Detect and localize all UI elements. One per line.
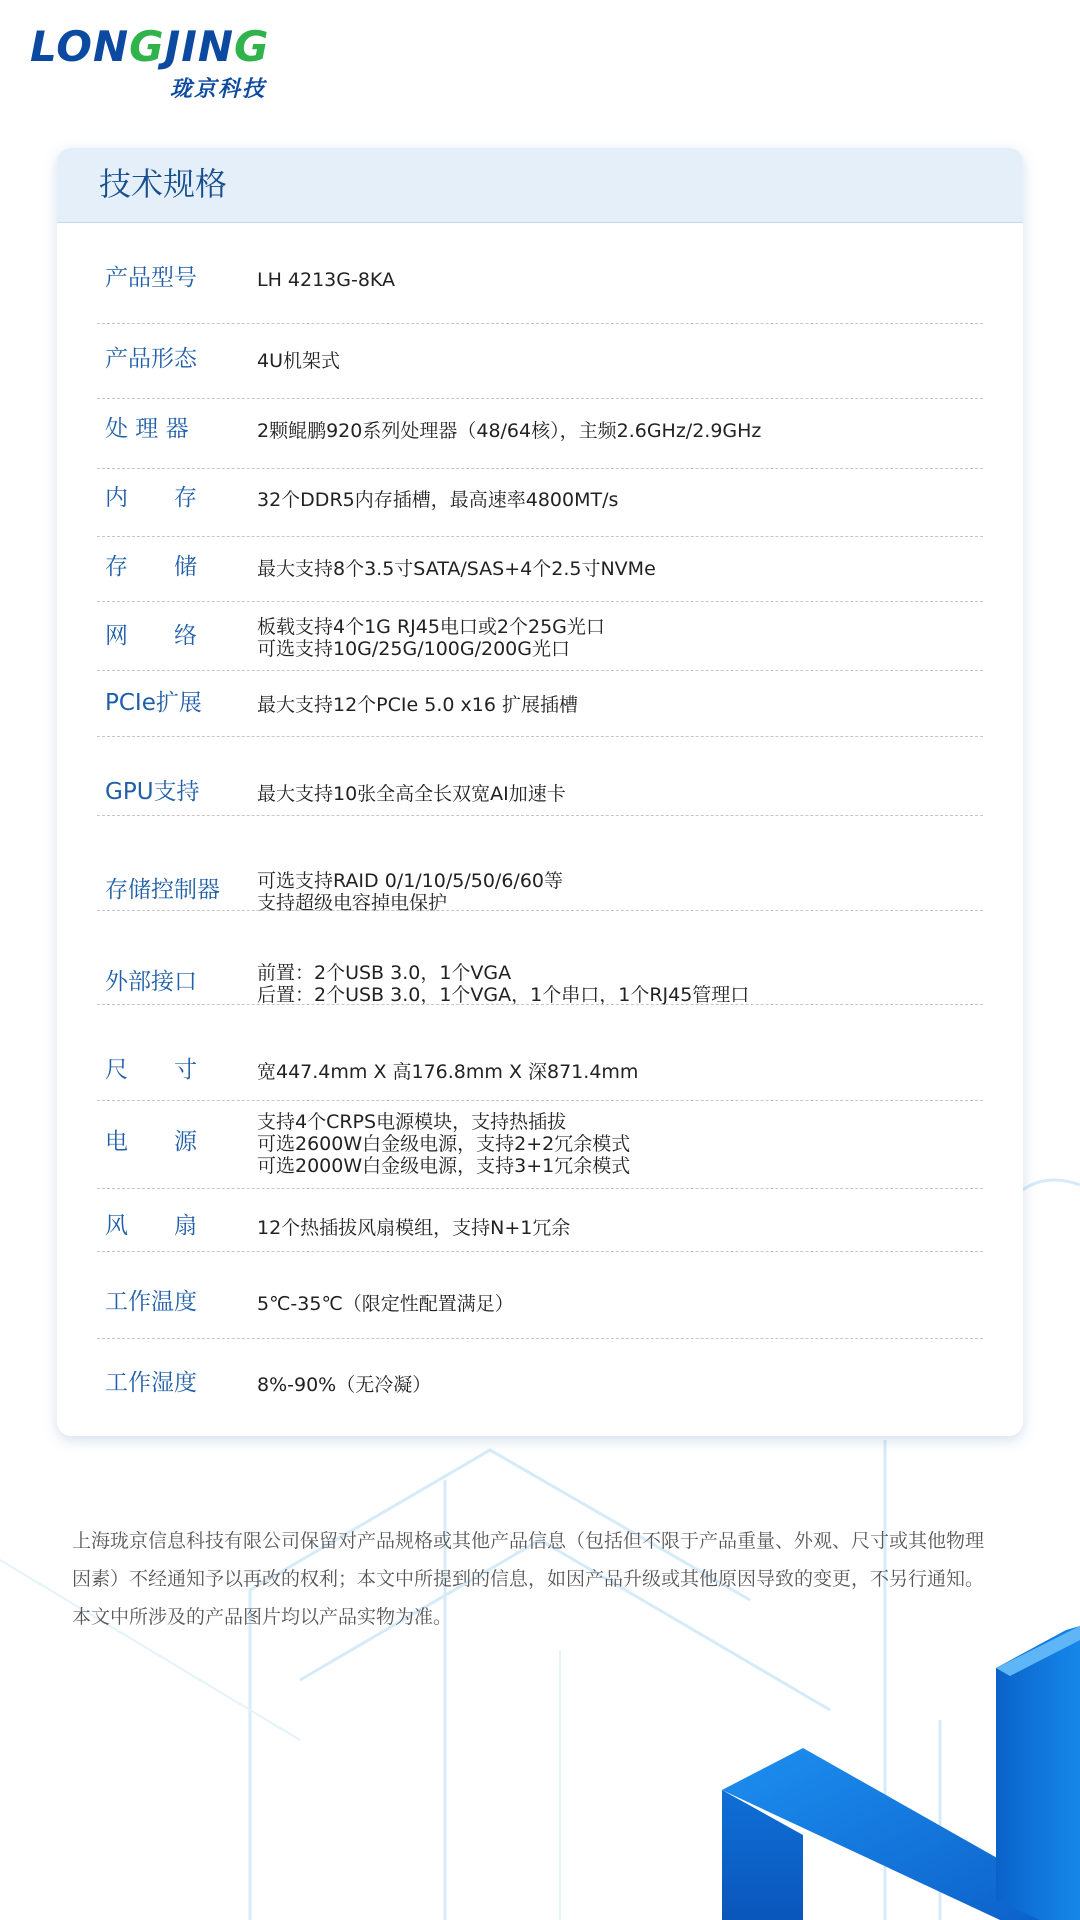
spec-value-line: 12个热插拔风扇模组，支持N+1冗余 xyxy=(257,1217,571,1239)
spec-value-temp xyxy=(257,1293,514,1315)
spec-label-cpu: 处 理 器 xyxy=(105,416,189,442)
spec-value-line: 支持超级电容掉电保护 xyxy=(257,892,448,914)
spec-label-psu: 电 源 xyxy=(105,1129,197,1155)
row-divider xyxy=(97,910,983,911)
spec-value-memory xyxy=(257,489,618,511)
spec-value-cpu xyxy=(257,420,761,442)
row-divider xyxy=(97,398,983,399)
spec-value-storage xyxy=(257,558,656,580)
spec-value-network xyxy=(257,616,605,660)
spec-value-form xyxy=(257,350,340,372)
spec-value-line: 前置：2个USB 3.0，1个VGA xyxy=(257,962,512,984)
spec-label-size: 尺 寸 xyxy=(105,1057,197,1083)
row-divider xyxy=(97,670,983,671)
company-logo xyxy=(30,24,290,104)
spec-label-temp: 工作温度 xyxy=(105,1289,197,1315)
spec-value-line: 5℃-35℃（限定性配置满足） xyxy=(257,1293,514,1315)
spec-value-line: LH 4213G-8KA xyxy=(257,269,396,291)
spec-card xyxy=(57,148,1023,1436)
logo-wordmark: LONGJING xyxy=(30,22,270,71)
row-divider xyxy=(97,736,983,737)
spec-value-line: 2颗鲲鹏920系列处理器（48/64核），主频2.6GHz/2.9GHz xyxy=(257,420,762,442)
spec-value-line: 最大支持12个PCIe 5.0 x16 扩展插槽 xyxy=(257,694,578,716)
row-divider xyxy=(97,468,983,469)
spec-label-raid: 存储控制器 xyxy=(105,877,220,903)
spec-value-line: 支持4个CRPS电源模块，支持热插拔 xyxy=(257,1111,567,1133)
spec-label-model: 产品型号 xyxy=(105,265,197,291)
spec-value-line: 最大支持8个3.5寸SATA/SAS+4个2.5寸NVMe xyxy=(257,558,656,580)
spec-value-pcie xyxy=(257,694,578,716)
decorative-ribbon-shape xyxy=(722,1626,1080,1920)
spec-value-size xyxy=(257,1061,638,1083)
spec-label-memory: 内 存 xyxy=(105,485,197,511)
row-divider xyxy=(97,323,983,324)
spec-label-form: 产品形态 xyxy=(105,346,197,372)
row-divider xyxy=(97,1100,983,1101)
spec-value-line: 8%-90%（无冷凝） xyxy=(257,1374,432,1396)
disclaimer-text: 上海珑京信息科技有限公司保留对产品规格或其他产品信息（包括但不限于产品重量、外观、尺寸或其他物理因素）不经通知予以再改的权利；本文中所提到的信息，如因产品升级或其他原因导致的变更，不另行通知。本文中所涉及的产品图片均以产品实物为准。 xyxy=(72,1530,985,1628)
spec-value-line: 可选支持RAID 0/1/10/5/50/6/60等 xyxy=(257,870,563,892)
row-divider xyxy=(97,1188,983,1189)
spec-value-line: 4U机架式 xyxy=(257,350,340,372)
row-divider xyxy=(97,815,983,816)
spec-value-line: 宽447.4mm X 高176.8mm X 深871.4mm xyxy=(257,1061,639,1083)
spec-value-line: 可选2600W白金级电源，支持2+2冗余模式 xyxy=(257,1133,631,1155)
spec-label-storage: 存 储 xyxy=(105,554,197,580)
row-divider xyxy=(97,1338,983,1339)
row-divider xyxy=(97,1004,983,1005)
spec-value-line: 可选支持10G/25G/100G/200G光口 xyxy=(257,638,570,660)
spec-value-model xyxy=(257,269,395,291)
spec-value-line: 最大支持10张全高全长双宽AI加速卡 xyxy=(257,783,566,805)
spec-label-humidity: 工作湿度 xyxy=(105,1370,197,1396)
spec-value-fan xyxy=(257,1217,570,1239)
spec-value-psu xyxy=(257,1111,630,1177)
card-header xyxy=(57,148,1023,223)
spec-value-io xyxy=(257,962,749,1006)
spec-value-raid xyxy=(257,870,563,914)
spec-value-line: 后置：2个USB 3.0，1个VGA，1个串口，1个RJ45管理口 xyxy=(257,984,750,1006)
spec-label-gpu: GPU支持 xyxy=(105,779,200,805)
spec-value-humidity xyxy=(257,1374,431,1396)
spec-label-network: 网 络 xyxy=(105,623,197,649)
spec-value-line: 板载支持4个1G RJ45电口或2个25G光口 xyxy=(257,616,605,638)
row-divider xyxy=(97,536,983,537)
spec-value-line: 可选2000W白金级电源，支持3+1冗余模式 xyxy=(257,1155,631,1177)
spec-label-pcie: PCIe扩展 xyxy=(105,690,202,716)
row-divider xyxy=(97,1251,983,1252)
spec-value-gpu xyxy=(257,783,566,805)
spec-label-io: 外部接口 xyxy=(105,969,197,995)
spec-label-fan: 风 扇 xyxy=(105,1213,197,1239)
card-title: 技术规格 xyxy=(99,165,228,203)
row-divider xyxy=(97,601,983,602)
spec-value-line: 32个DDR5内存插槽，最高速率4800MT/s xyxy=(257,489,619,511)
logo-chinese-name: 珑京科技 xyxy=(170,77,267,102)
